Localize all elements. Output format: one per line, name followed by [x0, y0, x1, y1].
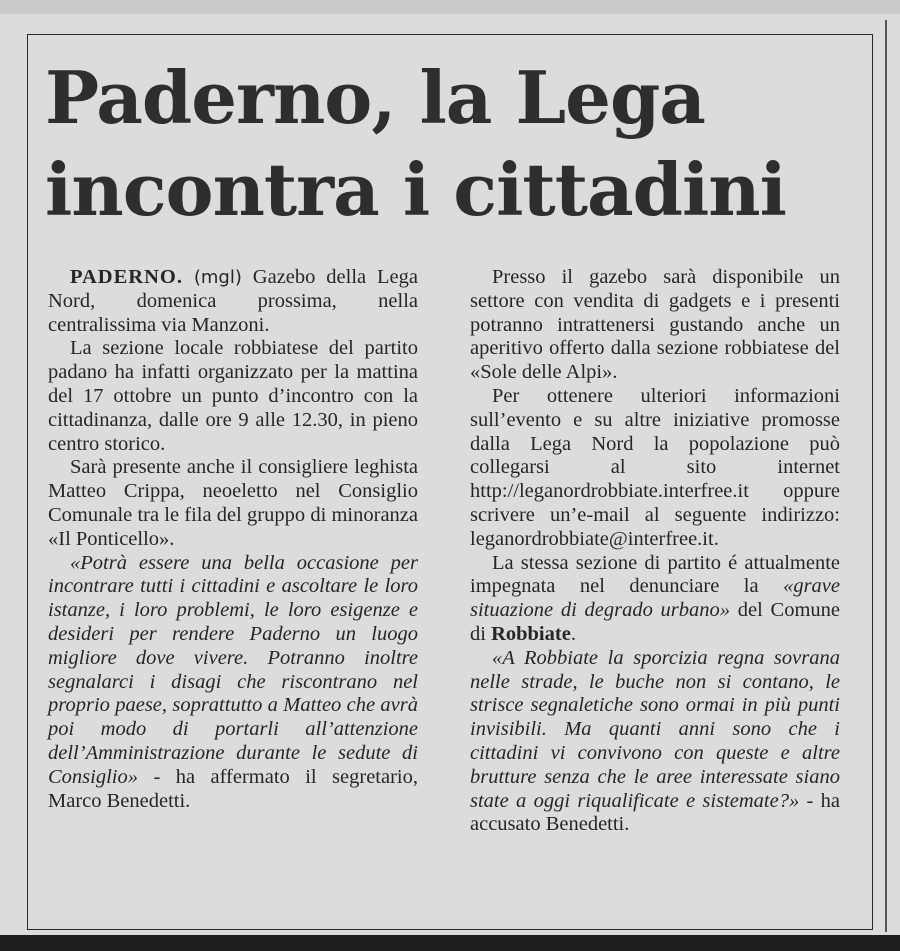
paragraph-text: del Comune di	[470, 599, 840, 645]
headline-line-2: incontra i cittadini	[45, 147, 786, 232]
quote-text: «A Robbiate la sporcizia regna sovrana nelle strade, le buche non si contano, le strisce segnaletiche sono ormai in più punti invisibili. Ma quanti anni sono che i cittadini vi convivono con queste e altre brutture senza che le aree interessate siano state a oggi riqualificate e sistemate?»	[470, 646, 840, 812]
bottom-border	[0, 935, 900, 951]
author-initials: (mgl)	[193, 267, 242, 288]
previous-article-strip	[0, 0, 900, 14]
paragraph	[48, 266, 418, 337]
paragraph: Sarà presente anche il consigliere leghista Matteo Crippa, neoeletto nel Consiglio Comunale tra le fila del gruppo di minoranza «Il Ponticello».	[48, 456, 418, 550]
paragraph: La sezione locale robbiatese del partito padano ha infatti organizzato per la mattina del 17 ottobre un punto d’incontro con la cittadinanza, dalle ore 9 alle 12.30, in pieno centro storico.	[48, 337, 418, 455]
quote-text: «Potrà essere una bella occasione per incontrare tutti i cittadini e ascoltare le loro istanze, i loro problemi, le loro esigenze e desideri per rendere Paderno un luogo migliore dove vivere. Potranno inoltre segnalarci i disagi che riscontrano nel proprio paese, soprattutto a Matteo che avrà poi modo di portarli all’attenzione dell’Amministrazione durante le sedute di Consiglio»	[48, 551, 418, 788]
dateline: PADERNO.	[70, 266, 183, 288]
attribution-text: - ha accusato Benedetti.	[470, 789, 840, 836]
quote-text: «grave situazione di degrado urbano»	[470, 575, 840, 622]
article-headline	[45, 52, 875, 236]
right-column	[470, 266, 840, 837]
place-name: Robbiate	[491, 622, 571, 645]
headline-line-1: Paderno, la Lega	[45, 55, 705, 140]
column-rule	[885, 20, 887, 932]
left-column	[48, 266, 418, 813]
paragraph-text: Gazebo della Lega Nord, domenica prossima, nella centralissima via Manzoni.	[48, 266, 419, 336]
attribution-text: - ha affermato il segretario, Marco Benedetti.	[48, 765, 418, 812]
paragraph-text: La stessa sezione di partito é attualmente impegnata nel denunciare la	[470, 551, 840, 598]
paragraph: Presso il gazebo sarà disponibile un settore con vendita di gadgets e i presenti potranno intrattenersi gustando anche un aperitivo offerto dalla sezione robbiatese del «Sole delle Alpi».	[470, 266, 840, 384]
paragraph: Per ottenere ulteriori informazioni sull’evento e su altre iniziative promosse dalla Lega Nord la popolazione può collegarsi al sito internet http://leganordrobbiate.interfree.it oppure scrivere un’e-mail al seguente indirizzo: leganordrobbiate@interfree.it.	[470, 384, 840, 550]
paragraph	[470, 552, 840, 647]
paragraph-text: .	[570, 622, 576, 645]
paragraph	[48, 552, 418, 814]
paragraph	[470, 647, 840, 837]
